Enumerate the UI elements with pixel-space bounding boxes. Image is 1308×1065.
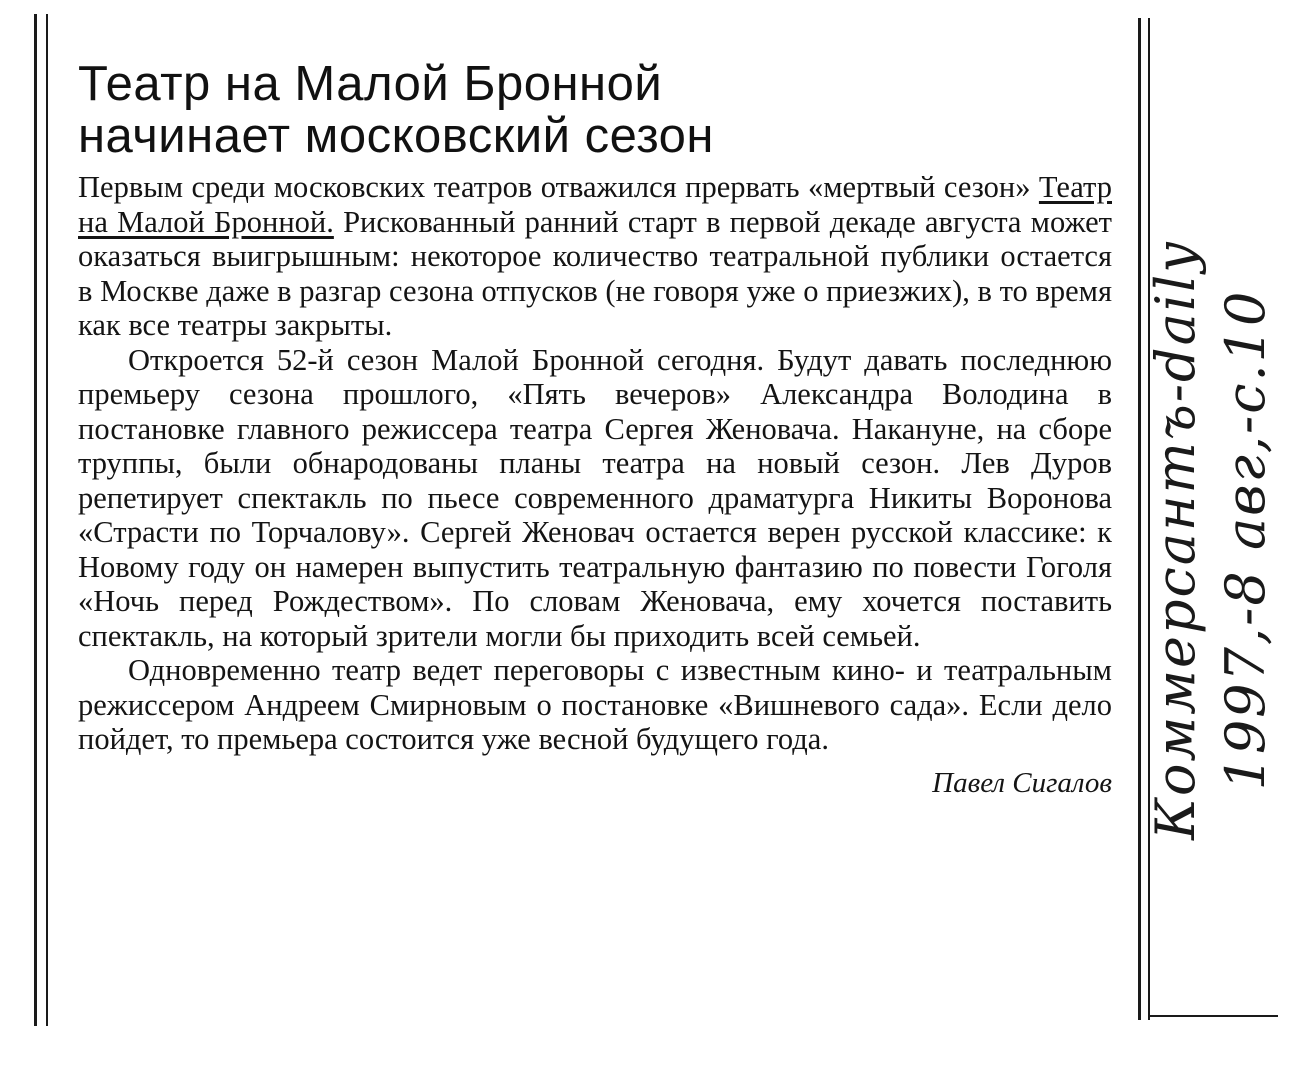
article-headline xyxy=(78,58,1112,162)
handwritten-note-svg xyxy=(1124,20,1284,1060)
scan-edge-line xyxy=(46,14,48,1026)
paragraph-1-end: Рискованный ранний старт в первой декаде августа может оказаться выигрышным: некоторое количество театральной публики остается в Москве даже в разгар сезона отпусков (не говоря уже о приезжих), в то время как все театры закрыты. xyxy=(78,204,1112,342)
scan-edge-line xyxy=(34,14,37,1026)
handwritten-line-2: 1997,-8 авг,-с.10 xyxy=(1214,289,1277,791)
article-paragraph-1 xyxy=(78,170,1112,343)
headline-line-2: начинает московский сезон xyxy=(78,109,714,163)
handwritten-line-1: Коммерсантъ-daily xyxy=(1144,240,1207,840)
theatre-name-underlined: Театр на Малой Бронной. xyxy=(78,170,1112,239)
newspaper-clipping xyxy=(78,58,1112,800)
article-body xyxy=(78,170,1112,757)
article-paragraph-2: Откроется 52-й сезон Малой Бронной сегодня. Будут давать последнюю премьеру сезона прошлого, «Пять вечеров» Александра Володина в постановке главного режиссера театра Сергея Женовача. Накануне, на сборе труппы, были обнародованы планы театра на новый сезон. Лев Дуров репетирует спектакль по пьесе современного драматурга Никиты Воронова «Страсти по Торчалову». Сергей Женовач остается верен русской классике: к Новому году он намерен выпустить театральную фантазию по повести Гоголя «Ночь перед Рождеством». По словам Женовача, ему хочется поставить спектакль, на который зрители могли бы приходить всей семьей. xyxy=(78,342,1112,653)
article-byline: Павел Сигалов xyxy=(932,766,1112,799)
headline-line-1: Театр на Малой Бронной xyxy=(78,57,663,111)
article-paragraph-3: Одновременно театр ведет переговоры с известным кино- и театральным режиссером Андреем Смирновым о постановке «Вишневого сада». Если дело пойдет, то премьера состоится уже весной будущего года. xyxy=(78,653,1112,756)
paragraph-1-start: Первым среди московских театров отважился прервать «мертвый сезон» xyxy=(78,170,1039,204)
